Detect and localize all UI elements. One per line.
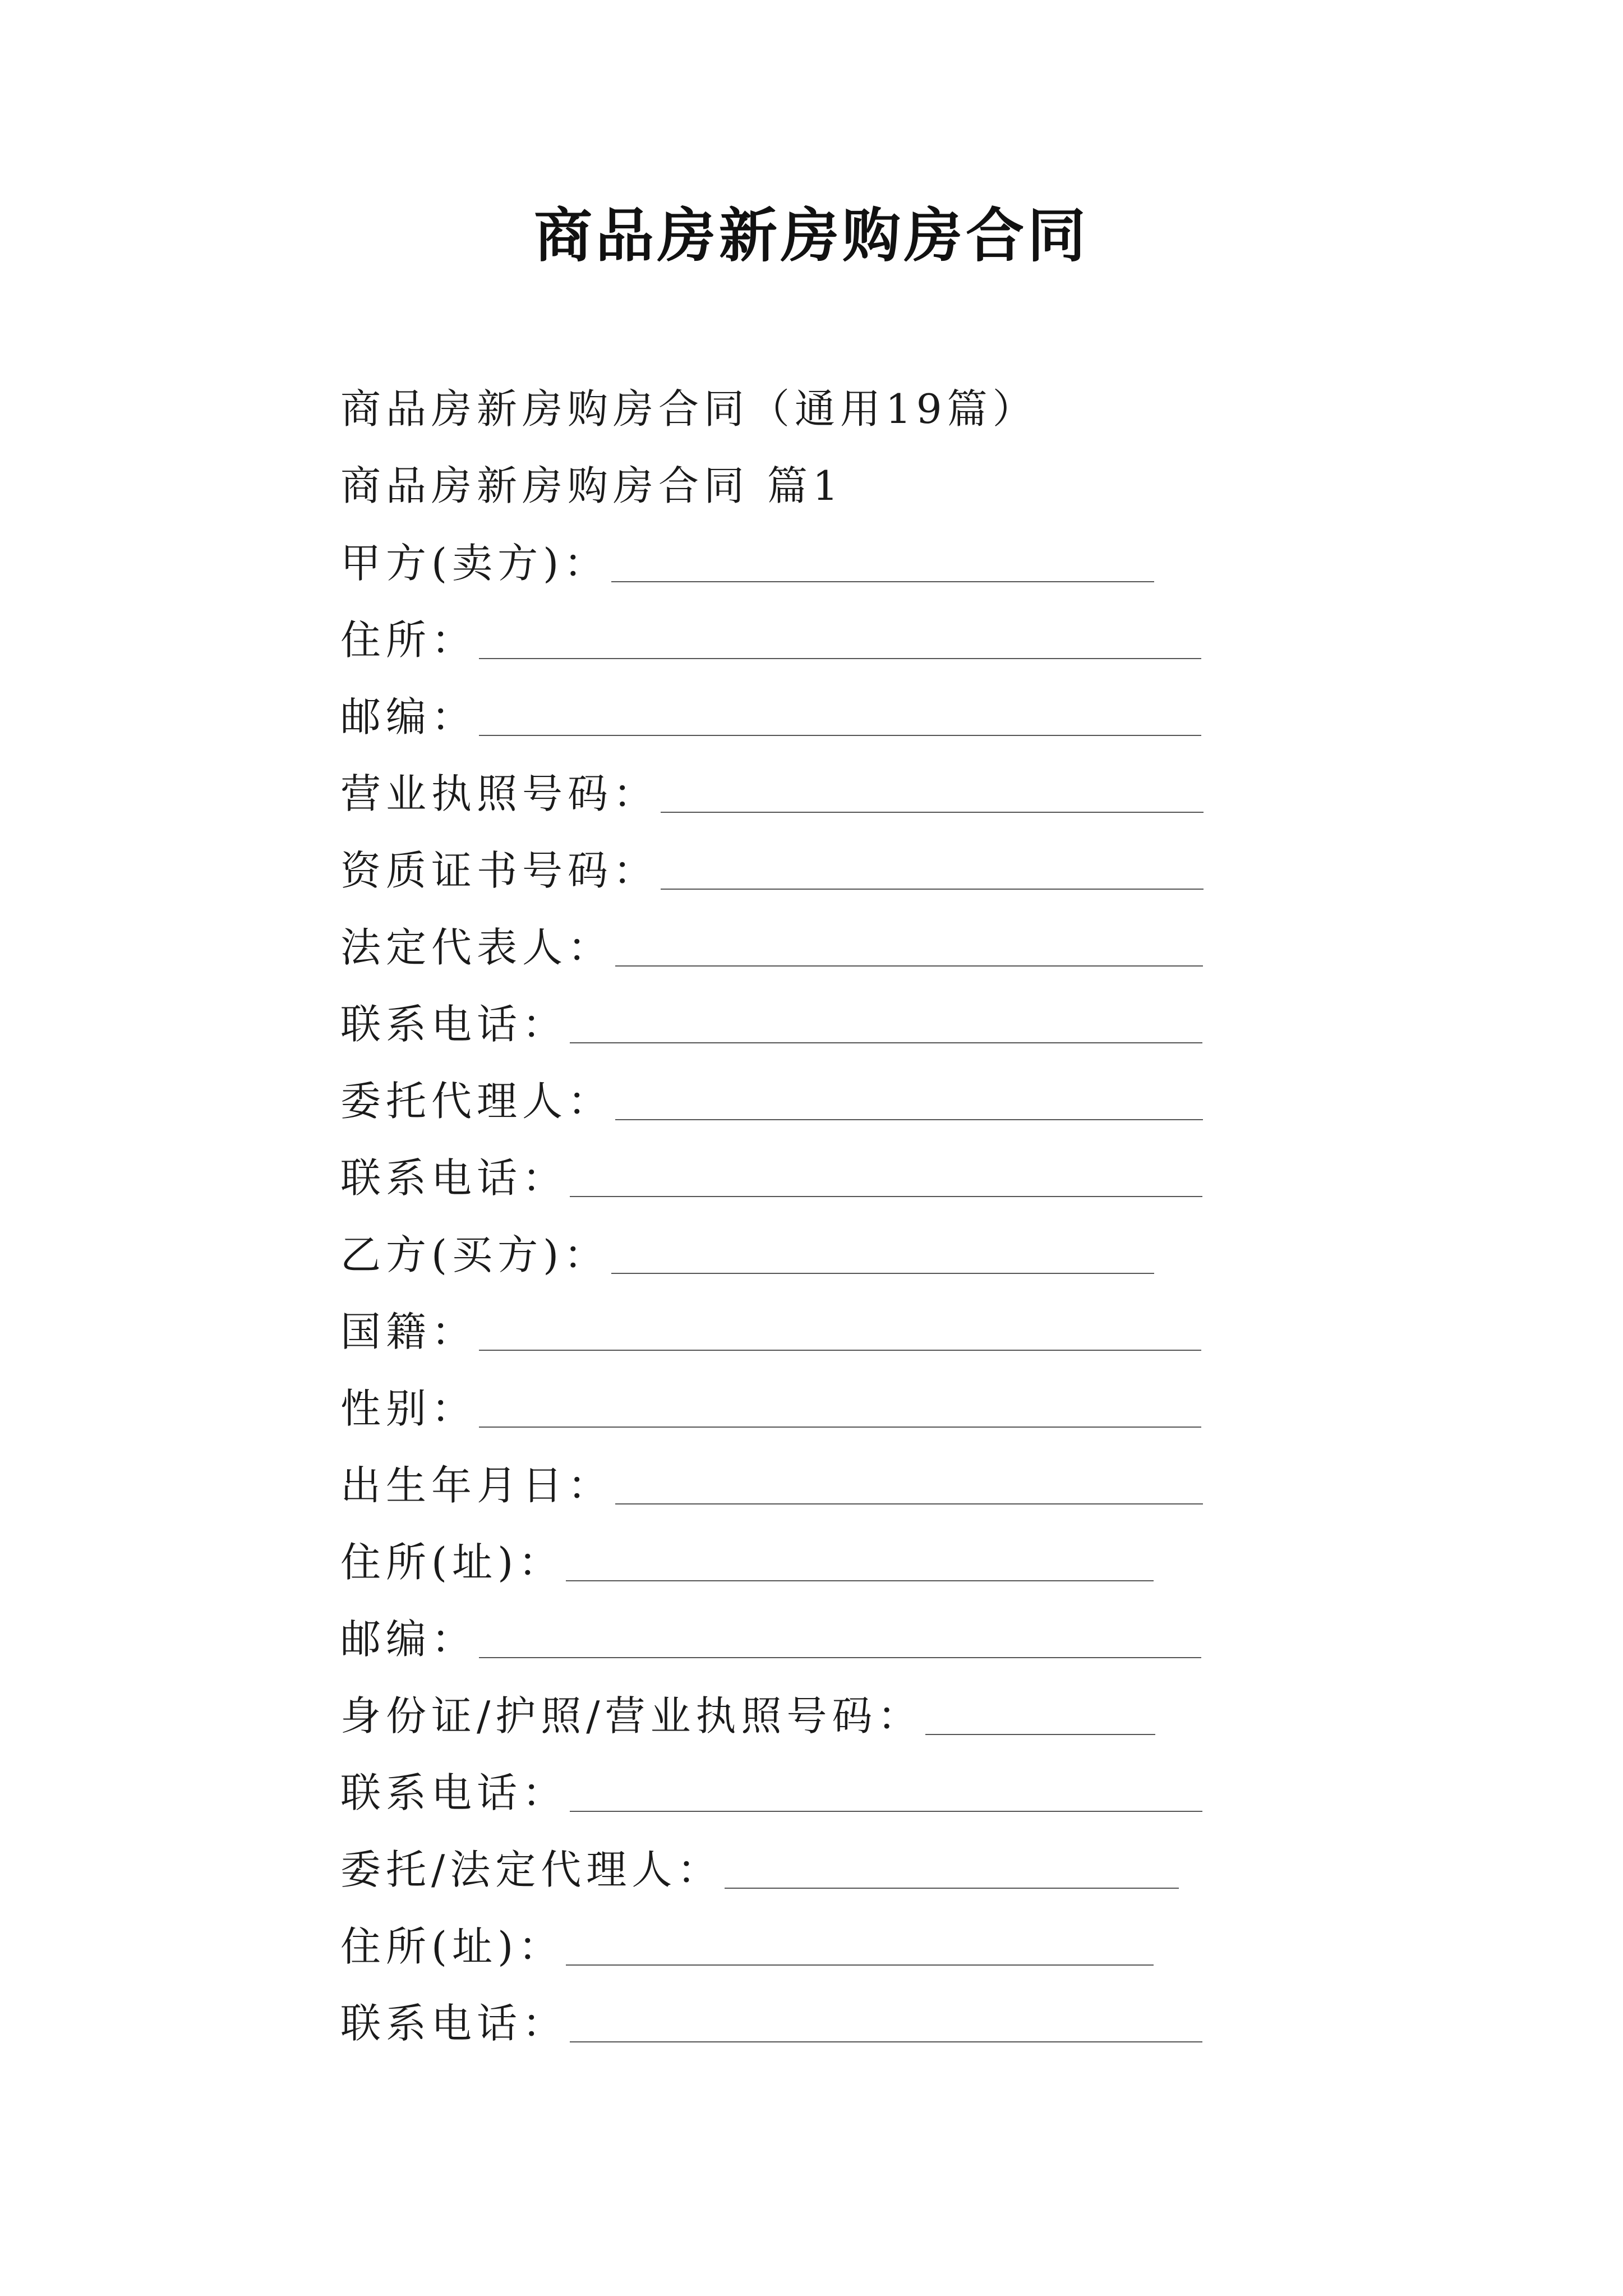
field-business-license [340,769,1204,825]
field-seller [340,539,1154,595]
field-id-number [340,1691,1155,1747]
field-qualification-cert [340,846,1204,902]
fill-in-blank[interactable] [479,658,1201,659]
field-label: 联系电话： [340,1769,568,1816]
fill-in-blank[interactable] [570,1196,1202,1197]
fill-in-blank[interactable] [661,812,1204,813]
document-title: 商品房新房购房合同 [533,201,1089,270]
section-heading-text: 商品房新房购房合同 篇1 [340,462,843,509]
fill-in-blank[interactable] [479,1657,1201,1658]
field-label: 国籍： [340,1308,477,1355]
fill-in-blank[interactable] [661,889,1204,890]
field-nationality [340,1307,1201,1363]
field-seller-postcode [340,692,1201,748]
field-buyer-agent [340,1845,1179,1901]
field-label: 乙方(买方)： [340,1231,610,1278]
field-label: 联系电话： [340,1001,568,1048]
fill-in-blank[interactable] [615,965,1203,967]
field-label: 身份证/护照/营业执照号码： [340,1692,923,1740]
field-buyer-address [340,1538,1154,1594]
fill-in-blank[interactable] [615,1119,1203,1120]
field-seller-agent-phone [340,1153,1202,1209]
field-legal-representative [340,923,1203,979]
fill-in-blank[interactable] [479,1427,1201,1428]
fill-in-blank[interactable] [570,1042,1202,1043]
field-buyer-phone [340,1768,1202,1824]
fill-in-blank[interactable] [725,1888,1179,1889]
field-label: 出生年月日： [340,1462,614,1509]
field-label: 性别： [340,1385,477,1432]
field-label: 住所(址)： [340,1539,564,1586]
fill-in-blank[interactable] [611,1273,1154,1274]
fill-in-blank[interactable] [566,1964,1154,1966]
field-label: 委托/法定代理人： [340,1846,723,1893]
fill-in-blank[interactable] [479,1350,1201,1351]
field-label: 委托代理人： [340,1078,614,1125]
field-label: 营业执照号码： [340,770,659,817]
field-seller-agent [340,1076,1203,1133]
field-seller-phone [340,1000,1202,1056]
field-label: 甲方(卖方)： [340,540,610,587]
field-buyer [340,1230,1154,1286]
field-buyer-agent-address [340,1922,1154,1978]
fill-in-blank[interactable] [611,581,1154,582]
field-birth-date [340,1461,1203,1517]
field-label: 住所(址)： [340,1923,564,1970]
fill-in-blank[interactable] [925,1734,1155,1735]
field-label: 联系电话： [340,1154,568,1202]
field-seller-address [340,615,1201,671]
fill-in-blank[interactable] [479,735,1201,736]
field-label: 法定代表人： [340,924,614,971]
field-buyer-postcode [340,1614,1201,1671]
field-label: 邮编： [340,693,477,740]
field-gender [340,1384,1201,1440]
fill-in-blank[interactable] [615,1503,1203,1504]
field-label: 邮编： [340,1616,477,1663]
document-body [340,0,1462,2296]
field-buyer-agent-phone [340,1999,1202,2055]
section-heading [340,461,843,517]
field-label: 联系电话： [340,2000,568,2047]
field-label: 住所： [340,616,477,664]
fill-in-blank[interactable] [570,1811,1202,1812]
subtitle-text: 商品房新房购房合同（通用19篇） [340,385,1038,432]
fill-in-blank[interactable] [566,1580,1154,1581]
document-subtitle [340,384,1038,440]
field-label: 资质证书号码： [340,847,659,894]
fill-in-blank[interactable] [570,2041,1202,2042]
